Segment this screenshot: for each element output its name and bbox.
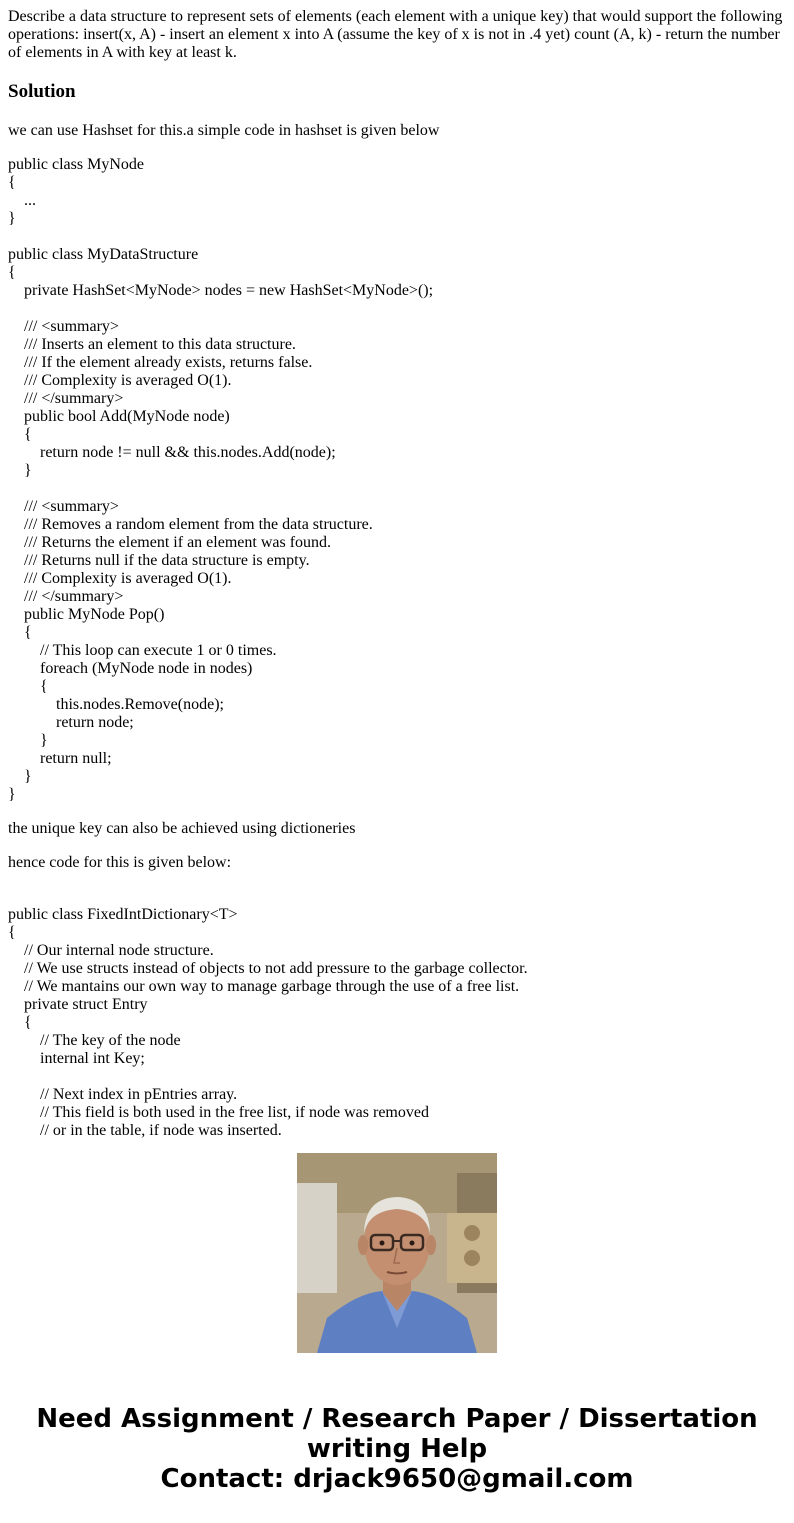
- footer-line-2: writing Help: [306, 1434, 488, 1464]
- code-line: // The key of the node: [8, 1032, 181, 1049]
- footer-banner: [0, 1404, 794, 1494]
- code-line: internal int Key;: [8, 1050, 145, 1067]
- code-line: }: [8, 768, 32, 785]
- code-line: [8, 480, 786, 498]
- question-text: Describe a data structure to represent sets of elements (each element with a unique key) that would support the following operations: insert(x, A) - insert an element x into A (assume the key of x is not in .4 yet) count (A, k) - return the number of elements in A with key at least k.: [8, 8, 783, 61]
- dictionary-paragraph: the unique key can also be achieved using dictioneries: [8, 820, 356, 837]
- footer-line-1: Need Assignment / Research Paper / Dissertation: [36, 1404, 758, 1434]
- code-line: return node != null && this.nodes.Add(node);: [8, 444, 336, 461]
- code-line: this.nodes.Remove(node);: [8, 696, 224, 713]
- code-line: /// </summary>: [8, 390, 124, 407]
- code-line: // Our internal node structure.: [8, 942, 214, 959]
- code-line: public class FixedIntDictionary<T>: [8, 906, 238, 923]
- code-line: /// Inserts an element to this data structure.: [8, 336, 296, 353]
- code-line: public class MyNode: [8, 156, 144, 173]
- code-line: /// <summary>: [8, 318, 119, 335]
- code-line: {: [8, 624, 32, 641]
- author-photo: [297, 1153, 497, 1353]
- footer-contact: Contact: drjack9650@gmail.com: [160, 1464, 634, 1494]
- code-line: // This field is both used in the free list, if node was removed: [8, 1104, 429, 1121]
- code-line: private struct Entry: [8, 996, 148, 1013]
- solution-heading: Solution: [8, 81, 76, 102]
- code-line: /// Complexity is averaged O(1).: [8, 570, 232, 587]
- solution-intro: we can use Hashset for this.a simple code in hashset is given below: [8, 122, 440, 139]
- code-line: /// <summary>: [8, 498, 119, 515]
- code-line: {: [8, 678, 48, 695]
- code-line: public bool Add(MyNode node): [8, 408, 230, 425]
- code-line: return node;: [8, 714, 134, 731]
- code-line: // This loop can execute 1 or 0 times.: [8, 642, 277, 659]
- code-line: {: [8, 174, 16, 191]
- hence-paragraph: hence code for this is given below:: [8, 854, 232, 871]
- code-line: [8, 1068, 786, 1086]
- code-line: {: [8, 924, 16, 941]
- author-portrait-image: [297, 1153, 497, 1353]
- code-line: return null;: [8, 750, 112, 767]
- code-line: [8, 300, 786, 318]
- code-block-hashset: [8, 156, 786, 804]
- code-line: {: [8, 426, 32, 443]
- code-line: /// Removes a random element from the data structure.: [8, 516, 373, 533]
- code-block-dictionary: [8, 906, 786, 1140]
- code-line: }: [8, 462, 32, 479]
- code-line: /// Returns the element if an element was found.: [8, 534, 332, 551]
- code-line: private HashSet<MyNode> nodes = new HashSet<MyNode>();: [8, 282, 434, 299]
- document-content: [8, 8, 786, 1139]
- code-line: /// If the element already exists, returns false.: [8, 354, 313, 371]
- code-line: public MyNode Pop(): [8, 606, 165, 623]
- code-line: /// Complexity is averaged O(1).: [8, 372, 232, 389]
- code-line: // or in the table, if node was inserted.: [8, 1122, 282, 1139]
- code-line: [8, 228, 786, 246]
- code-line: foreach (MyNode node in nodes): [8, 660, 253, 677]
- code-line: /// Returns null if the data structure is empty.: [8, 552, 310, 569]
- code-line: }: [8, 210, 16, 227]
- code-line: // We use structs instead of objects to not add pressure to the garbage collector.: [8, 960, 528, 977]
- code-line: public class MyDataStructure: [8, 246, 199, 263]
- code-line: }: [8, 786, 16, 803]
- code-line: {: [8, 264, 16, 281]
- code-line: // We mantains our own way to manage garbage through the use of a free list.: [8, 978, 520, 995]
- code-line: // Next index in pEntries array.: [8, 1086, 238, 1103]
- code-line: ...: [8, 192, 36, 209]
- code-line: }: [8, 732, 48, 749]
- code-line: {: [8, 1014, 32, 1031]
- code-line: /// </summary>: [8, 588, 124, 605]
